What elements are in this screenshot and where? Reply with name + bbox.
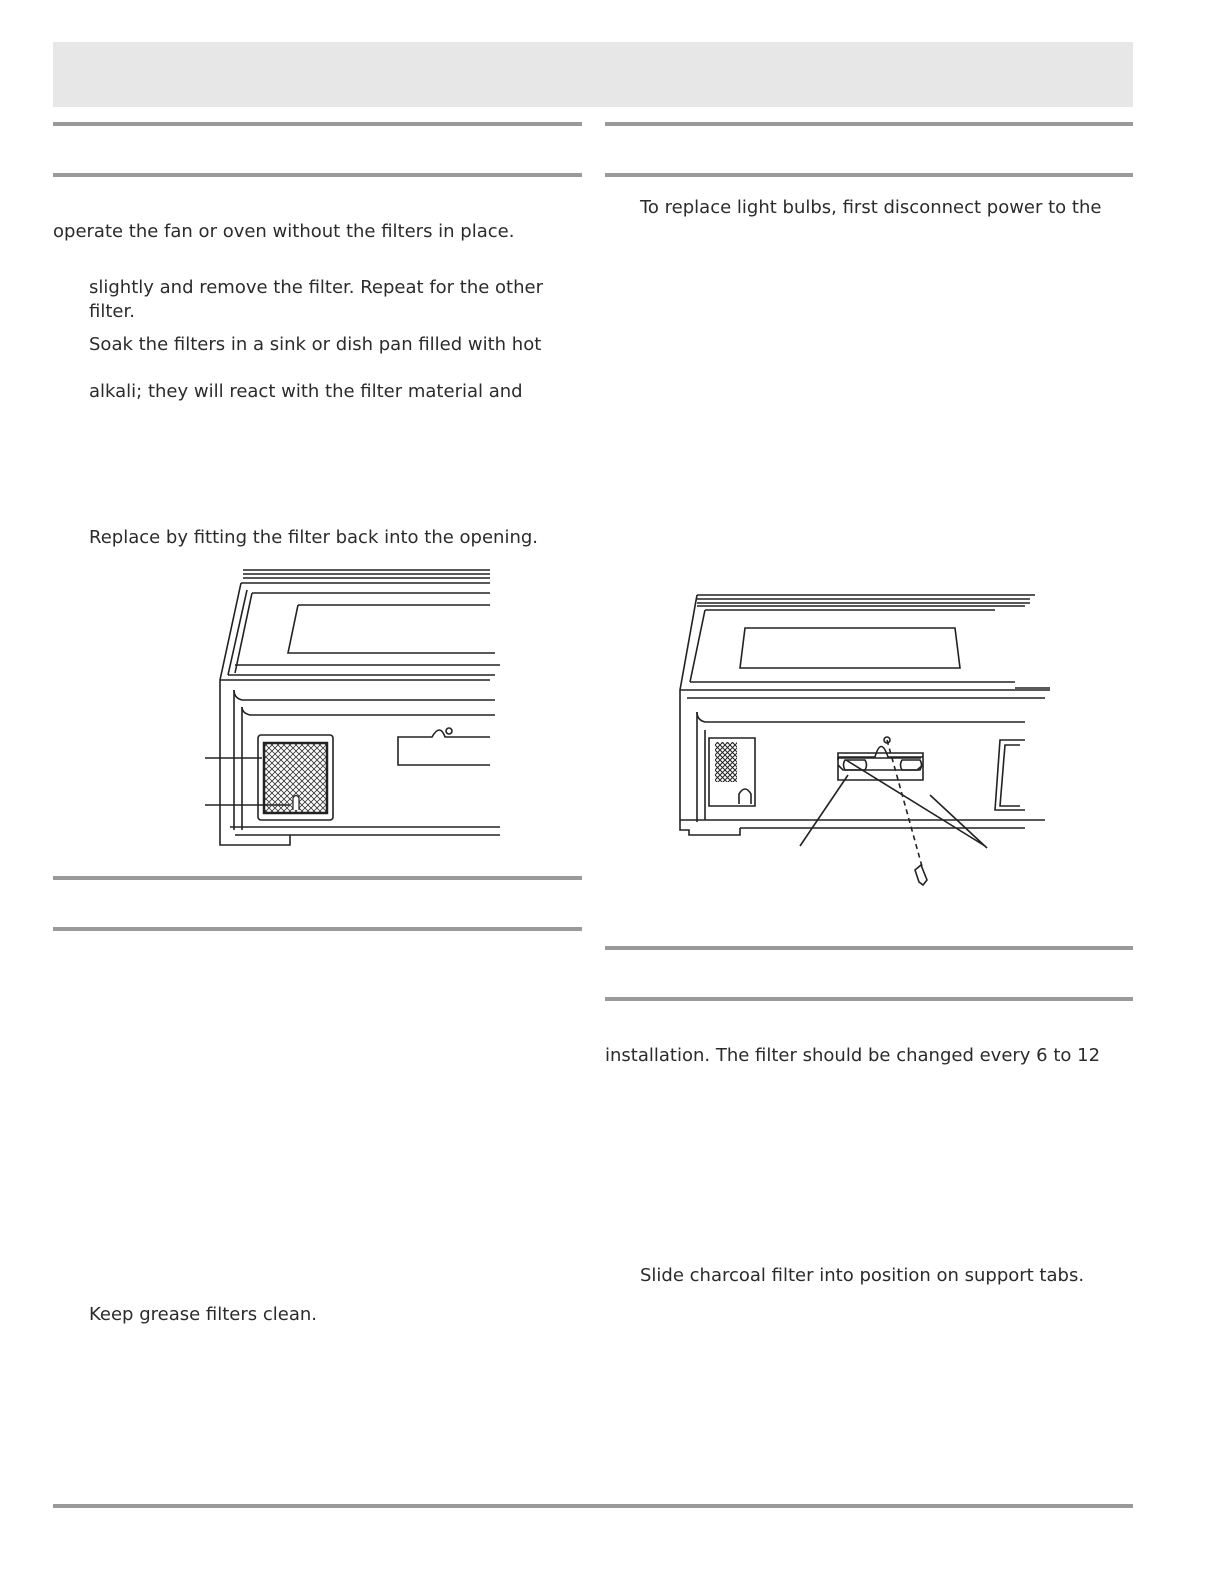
keep-clean-text: Keep grease filters clean. <box>89 1304 318 1325</box>
header-band <box>53 42 1133 107</box>
grease-filter-illustration <box>200 565 505 850</box>
footer-rule <box>53 1504 1133 1508</box>
light-cover-illustration <box>675 590 1055 890</box>
section-rule-bottom <box>53 173 582 177</box>
charcoal-filter-intro-text: installation. The filter should be changed every 6 to 12 <box>605 1045 1101 1066</box>
section-rule-bottom <box>605 997 1133 1001</box>
section-rule-top <box>605 946 1133 950</box>
step-soak-text: Soak the filters in a sink or dish pan filled with hot <box>89 334 542 355</box>
step-remove-text: slightly and remove the filter. Repeat for the other <box>89 277 543 298</box>
slide-filter-text: Slide charcoal filter into position on support tabs. <box>640 1265 1085 1286</box>
step-remove-text-cont: filter. <box>89 301 135 322</box>
light-bulb-intro-text: To replace light bulbs, first disconnect power to the <box>640 197 1102 218</box>
step-soak-text-cont: alkali; they will react with the filter material and <box>89 381 523 402</box>
section-rule-bottom <box>605 173 1133 177</box>
step-replace-text: Replace by fitting the filter back into the opening. <box>89 527 539 548</box>
section-rule-bottom <box>53 927 582 931</box>
section-rule-top <box>53 876 582 880</box>
section-rule-top <box>53 122 582 126</box>
filter-intro-text: operate the fan or oven without the filters in place. <box>53 221 515 242</box>
section-rule-top <box>605 122 1133 126</box>
